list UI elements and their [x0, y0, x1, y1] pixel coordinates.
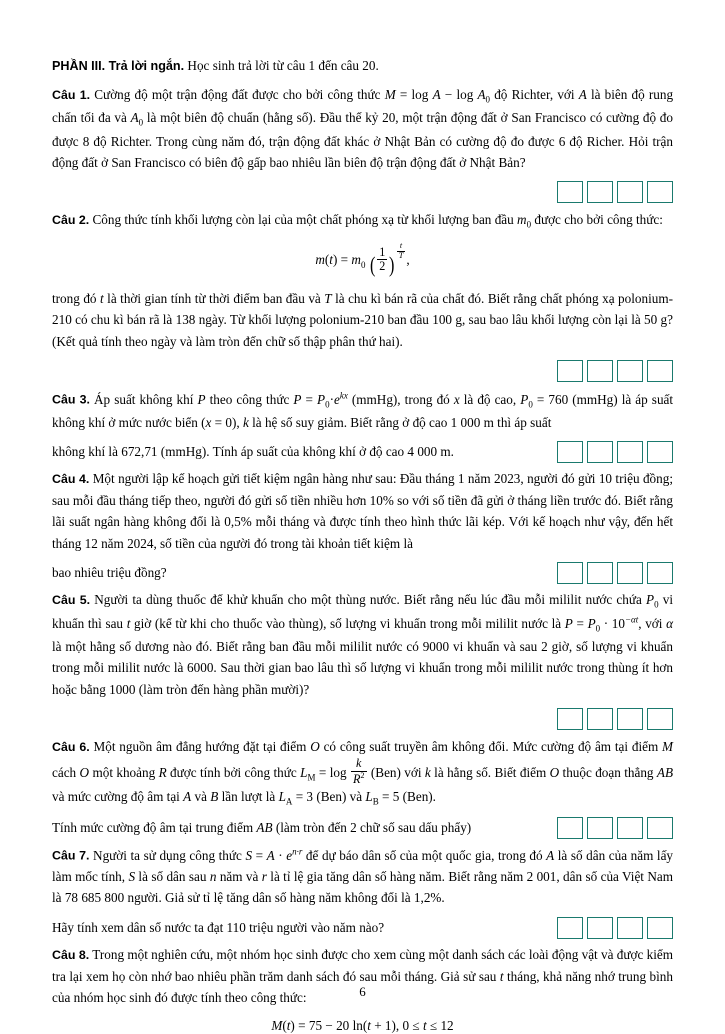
section-heading	[52, 56, 673, 75]
question-4-tail: bao nhiêu triệu đồng?	[52, 562, 673, 589]
answer-box[interactable]	[617, 817, 643, 839]
question-1-label: Câu 1.	[52, 88, 91, 103]
answer-box[interactable]	[557, 562, 583, 584]
question-2-after: trong đó t là thời gian tính từ thời điểm ban đầu và T là chu kì bán rã của chất đó. Biết rằng chất phóng xạ polonium-210 có chu kì bán rã là 138 ngày. Từ khối lượng polonium-210 ban đầu 100 g, sau bao lâu khối lượng còn lại là 50 g? (Kết quả tính theo ngày và làm tròn đến chữ số thập phân thứ hai).	[52, 290, 674, 349]
answer-box[interactable]	[557, 817, 583, 839]
answer-box[interactable]	[647, 817, 673, 839]
answer-box[interactable]	[557, 917, 583, 939]
question-1-text: Cường độ một trận động đất được cho bởi công thức $M = \log A - \log A_0$ độ Richter, với A là biên độ rung chấn tối đa và $A_0$ là một biên độ chuẩn (hằng số). Đầu thế kỷ 20, một trận động đất ở San Francisco có cường độ đo được 8 độ Richter. Trong cùng năm đó, trận động đất khác ở Nhật Bản có cường độ đo được 6 độ Richer. Hỏi trận động đất ở San Francisco có biên độ gấp bao nhiêu lần biên độ trận động đất ở Nhật Bản?	[52, 87, 674, 170]
question-6-label: Câu 6.	[52, 740, 90, 755]
answer-boxes-question-2[interactable]	[52, 360, 673, 382]
answer-box[interactable]	[617, 917, 643, 939]
question-7-tail: Hãy tính xem dân số nước ta đạt 110 triệu người vào năm nào?	[52, 917, 673, 942]
question-4-text: Một người lập kế hoạch gửi tiết kiệm ngân hàng như sau: Đầu tháng 1 năm 2023, người đó gửi 10 triệu đồng; sau mỗi đầu tháng tiếp theo, người đó gửi số tiền nhiều hơn 10% so với số tiền đã gửi ở tháng liền trước đó. Biết rằng lãi suất ngân hàng không đổi là 0,5% mỗi tháng và được tính theo hình thức lãi kép. Với kế hoạch như vậy, đến hết tháng 12 năm 2024, số tiền của người đó trong tài khoản tiết kiệm là	[52, 471, 674, 551]
answer-box[interactable]	[587, 917, 613, 939]
answer-box[interactable]	[587, 360, 613, 382]
question-8-text: Trong một nghiên cứu, một nhóm học sinh được cho xem cùng một danh sách các loài động vật và được kiểm tra lại xem họ còn nhớ bao nhiêu phần trăm danh sách đó sau mỗi tháng. Giả sử sau t tháng, khả năng nhớ trung bình của nhóm học sinh đó được tính theo công thức:	[52, 947, 674, 1005]
question-4	[52, 468, 673, 554]
question-2-label: Câu 2.	[52, 213, 90, 228]
question-6-text: Một nguồn âm đẳng hướng đặt tại điểm O có công suất truyền âm không đổi. Mức cường độ âm tại điểm M cách O một khoảng R được tính bởi công thức $L_M = \log$ $\frac{k}{R^2}$ (Ben) với k là hằng số. Biết điểm O thuộc đoạn thẳng AB và mức cường độ âm tại A và B lần lượt là $L_A = 3$ (Ben) và $L_B = 5$ (Ben).	[52, 739, 674, 807]
answer-boxes-question-6[interactable]	[557, 817, 673, 839]
question-3-text: Áp suất không khí P theo công thức $P = P_0\cdot e^{kx}$ (mmHg), trong đó x là độ cao, $P_0 = 760$ (mmHg) là áp suất không khí ở mức nước biển (x = 0), k là hệ số suy giảm. Biết rằng ở độ cao 1 000 m thì áp suất	[52, 390, 674, 430]
answer-box[interactable]	[587, 441, 613, 463]
answer-box[interactable]	[647, 360, 673, 382]
answer-box[interactable]	[617, 360, 643, 382]
answer-box[interactable]	[587, 181, 613, 203]
question-3	[52, 388, 673, 433]
section-heading-bold: PHẦN III. Trả lời ngắn.	[52, 59, 185, 73]
question-2	[52, 209, 673, 232]
answer-box[interactable]	[587, 708, 613, 730]
question-5	[52, 589, 673, 700]
answer-box[interactable]	[557, 708, 583, 730]
question-3-label: Câu 3.	[52, 392, 90, 407]
question-7-text: Người ta sử dụng công thức $S = A \cdot e^{n\cdot r}$ để dự báo dân số của một quốc gia, trong đó A là số dân của năm lấy làm mốc tính, S là số dân sau n năm và r là tỉ lệ gia tăng dân số hàng năm. Biết rằng năm 2 001, dân số của Việt Nam là 78 685 800 người. Giả sử tỉ lệ tăng dân số hàng năm không đổi là 1,2%.	[52, 846, 674, 906]
question-7-label: Câu 7.	[52, 848, 90, 863]
section-heading-rest: Học sinh trả lời từ câu 1 đến câu 20.	[187, 58, 379, 73]
answer-boxes-question-4[interactable]	[557, 562, 673, 584]
answer-boxes-question-5[interactable]	[52, 708, 673, 730]
answer-box[interactable]	[587, 562, 613, 584]
question-3-tail: không khí là 672,71 (mmHg). Tính áp suất của không khí ở độ cao 4 000 m.	[52, 441, 673, 468]
question-2-formula: $m(t) = m_0$ ( $\frac{1}{2}$ ) $^{\frac{t}{T}}$ ,	[315, 241, 410, 277]
answer-boxes-question-7[interactable]	[557, 917, 673, 939]
question-6	[52, 736, 673, 809]
question-5-label: Câu 5.	[52, 593, 91, 608]
answer-box[interactable]	[647, 441, 673, 463]
question-4-label: Câu 4.	[52, 472, 90, 487]
question-8-label: Câu 8.	[52, 948, 90, 963]
answer-box[interactable]	[617, 181, 643, 203]
question-8-formula: M(t) = 75 − 20 ln(t + 1), 0 ≤ t ≤ 12	[271, 1018, 454, 1034]
answer-box[interactable]	[617, 441, 643, 463]
page-number: 6	[359, 984, 366, 999]
question-7	[52, 844, 673, 909]
answer-boxes-question-1[interactable]	[52, 181, 673, 203]
question-6-tail: Tính mức cường độ âm tại trung điểm AB (làm tròn đến 2 chữ số sau dấu phẩy)	[52, 817, 673, 844]
answer-boxes-question-3[interactable]	[557, 441, 673, 463]
answer-box[interactable]	[617, 562, 643, 584]
answer-box[interactable]	[557, 360, 583, 382]
question-2-intro: Công thức tính khối lượng còn lại của một chất phóng xạ từ khối lượng ban đầu $m_0$ được cho bởi công thức:	[92, 212, 663, 230]
answer-box[interactable]	[557, 441, 583, 463]
answer-box[interactable]	[587, 817, 613, 839]
answer-box[interactable]	[617, 708, 643, 730]
answer-box[interactable]	[647, 562, 673, 584]
question-5-text: Người ta dùng thuốc để khử khuẩn cho một thùng nước. Biết rằng nếu lúc đầu mỗi mililit nước chứa $P_0$ vi khuẩn thì sau t giờ (kể từ khi cho thuốc vào thùng), số lượng vi khuẩn trong mỗi mililit nước là $P = P_0 \cdot 10^{-\alpha t}$, với α là một hằng số dương nào đó. Biết rằng ban đầu mỗi mililit nước có 9000 vi khuẩn và sau 2 giờ, số lượng vi khuẩn trong mỗi mililit nước là 6000. Sau thời gian bao lâu thì số lượng vi khuẩn trong mỗi mililit nước trong thùng ít hơn hoặc bằng 1000 (làm tròn đến hàng phần mười)?	[52, 592, 674, 697]
question-1	[52, 84, 673, 173]
answer-box[interactable]	[647, 917, 673, 939]
answer-box[interactable]	[647, 181, 673, 203]
answer-box[interactable]	[647, 708, 673, 730]
answer-box[interactable]	[557, 181, 583, 203]
